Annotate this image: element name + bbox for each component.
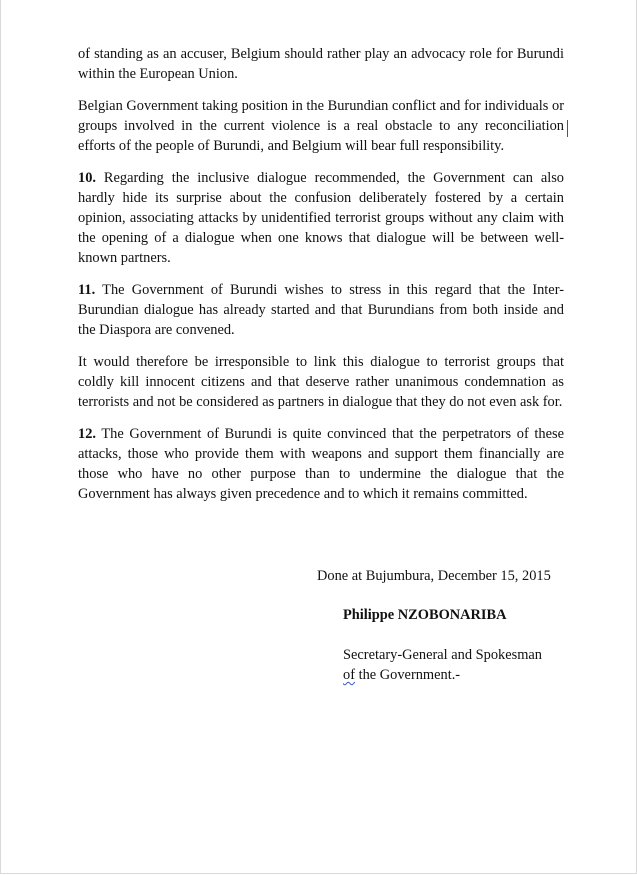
signatory-name: Philippe NZOBONARIBA	[343, 607, 507, 623]
paragraph	[78, 44, 564, 84]
document-body	[78, 44, 564, 516]
paragraph-12	[78, 424, 564, 504]
paragraph-11	[78, 280, 564, 340]
paragraph	[78, 96, 564, 156]
paragraph-text: of standing as an accuser, Belgium should rather play an advocacy role for Burundi within the European Union.	[78, 46, 564, 82]
paragraph-10	[78, 168, 564, 268]
signatory-title-line1: Secretary-General and Spokesman	[343, 647, 542, 663]
paragraph	[78, 352, 564, 412]
signatory-title-line2	[343, 665, 573, 685]
paragraph-text: Regarding the inclusive dialogue recommended, the Government can also hardly hide its surprise about the confusion deliberately fostered by a certain opinion, associating attacks by unidentified terrorist groups without any claim with the opening of a dialogue when one knows that dialogue will be between well-known partners.	[78, 170, 564, 266]
paragraph-number: 11.	[78, 282, 96, 298]
paragraph-number: 12.	[78, 426, 96, 442]
paragraph-text: It would therefore be irresponsible to link this dialogue to terrorist groups that coldly kill innocent citizens and that deserve rather unanimous condemnation as terrorists and not be considered as partners in dialogue that they do not even ask for.	[78, 354, 564, 410]
paragraph-number: 10.	[78, 170, 96, 186]
paragraph-text: Belgian Government taking position in the Burundian conflict and for individuals or groups involved in the current violence is a real obstacle to any reconciliation efforts of the people of Burundi, and Belgium will bear full responsibility.	[78, 98, 564, 154]
paragraph-text: The Government of Burundi is quite convinced that the perpetrators of these attacks, those who provide them with weapons and support them financially are those who have no other purpose than to undermine the dialogue that the Government has always given precedence and to which it remains committed.	[78, 426, 564, 502]
signatory-title	[343, 645, 573, 685]
spellcheck-word[interactable]: of	[343, 667, 355, 683]
text-cursor	[567, 120, 568, 137]
signature-place-date: Done at Bujumbura, December 15, 2015	[317, 568, 551, 584]
paragraph-text: The Government of Burundi wishes to stress in this regard that the Inter-Burundian dialogue has already started and that Burundians from both inside and the Diaspora are convened.	[78, 282, 564, 338]
title-line2-rest: the Government.-	[355, 667, 461, 683]
